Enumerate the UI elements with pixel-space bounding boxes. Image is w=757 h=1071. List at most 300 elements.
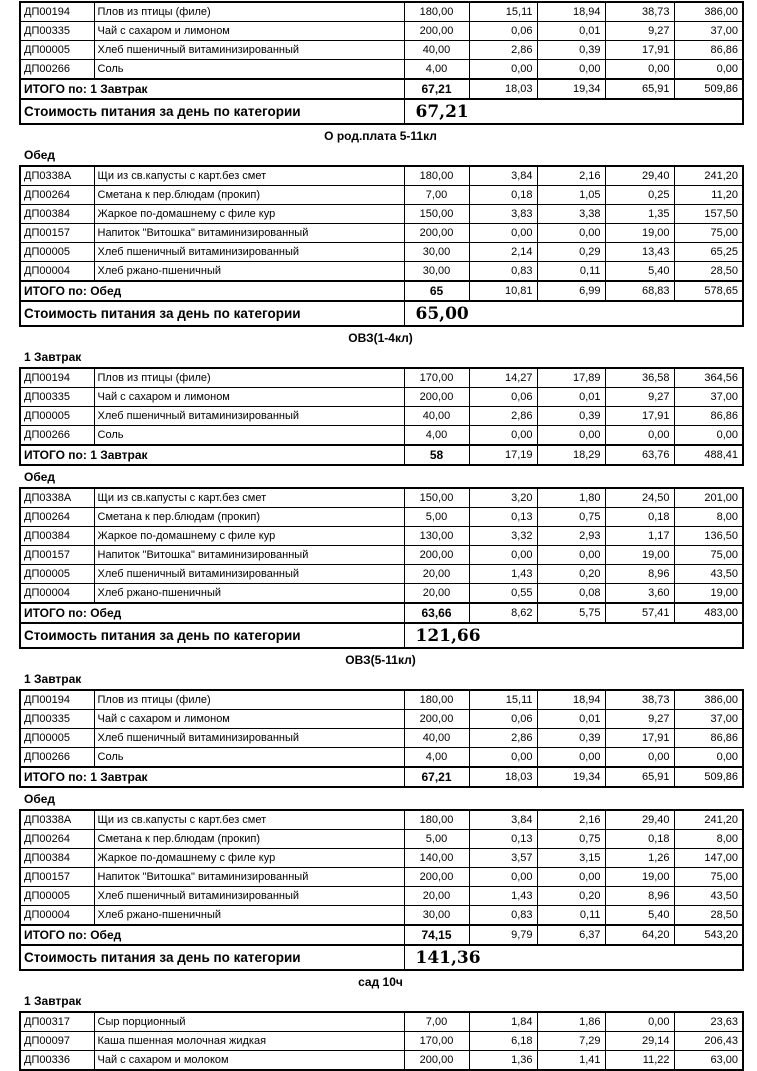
meal-total-value-cell: 63,76 xyxy=(605,445,674,465)
nutrition-value-cell: 0,20 xyxy=(537,565,605,584)
dish-row xyxy=(20,262,743,282)
dish-row xyxy=(20,887,743,906)
nutrition-value-cell: 206,43 xyxy=(674,1032,743,1051)
nutrition-value-cell: 1,43 xyxy=(469,565,537,584)
nutrition-value-cell: 18,94 xyxy=(537,2,605,22)
nutrition-value-cell: 241,20 xyxy=(674,166,743,186)
nutrition-value-cell: 14,27 xyxy=(469,368,537,388)
nutrition-value-cell: 0,00 xyxy=(605,748,674,768)
nutrition-value-cell: 2,16 xyxy=(537,166,605,186)
meal-total-row xyxy=(20,767,743,787)
nutrition-value-cell: 0,25 xyxy=(605,186,674,205)
meal-total-value-cell: 68,83 xyxy=(605,281,674,301)
dish-code-cell: ДП00335 xyxy=(20,388,94,407)
meal-total-row xyxy=(20,925,743,945)
dish-code-cell: ДП00194 xyxy=(20,368,94,388)
dish-name-cell: Плов из птицы (филе) xyxy=(94,690,404,710)
portion-value-cell: 7,00 xyxy=(404,186,469,205)
nutrition-value-cell: 19,00 xyxy=(605,868,674,887)
meal-total-value-cell: 5,75 xyxy=(537,603,605,623)
nutrition-value-cell: 75,00 xyxy=(674,224,743,243)
dish-name-cell: Напиток "Витошка" витаминизированный xyxy=(94,546,404,565)
dish-name-cell: Хлеб пшеничный витаминизированный xyxy=(94,729,404,748)
dish-row xyxy=(20,368,743,388)
dish-row xyxy=(20,729,743,748)
nutrition-value-cell: 0,00 xyxy=(674,748,743,768)
category-heading: О род.плата 5-11кл xyxy=(324,129,437,143)
nutrition-value-cell: 5,40 xyxy=(605,906,674,926)
dish-name-cell: Чай с сахаром и лимоном xyxy=(94,388,404,407)
daily-cost-label: Стоимость питания за день по категории xyxy=(20,945,404,970)
meal-total-value-cell: 19,34 xyxy=(537,79,605,99)
portion-value-cell: 170,00 xyxy=(404,368,469,388)
meal-total-row xyxy=(20,281,743,301)
portion-value-cell: 130,00 xyxy=(404,527,469,546)
portion-value-cell: 180,00 xyxy=(404,2,469,22)
dish-code-cell: ДП0338А xyxy=(20,810,94,830)
dish-row xyxy=(20,224,743,243)
portion-value-cell: 40,00 xyxy=(404,41,469,60)
portion-value-cell: 180,00 xyxy=(404,810,469,830)
portion-value-cell: 5,00 xyxy=(404,508,469,527)
menu-table xyxy=(19,1,744,125)
daily-cost-value: 65,00 xyxy=(404,301,743,326)
nutrition-value-cell: 0,39 xyxy=(537,41,605,60)
nutrition-value-cell: 0,06 xyxy=(469,22,537,41)
portion-value-cell: 30,00 xyxy=(404,906,469,926)
nutrition-value-cell: 0,00 xyxy=(674,426,743,446)
dish-row xyxy=(20,527,743,546)
portion-value-cell: 180,00 xyxy=(404,690,469,710)
nutrition-value-cell: 0,13 xyxy=(469,830,537,849)
nutrition-value-cell: 86,86 xyxy=(674,41,743,60)
dish-name-cell: Соль xyxy=(94,60,404,80)
portion-value-cell: 20,00 xyxy=(404,565,469,584)
nutrition-value-cell: 1,86 xyxy=(537,1012,605,1032)
nutrition-value-cell: 19,00 xyxy=(605,224,674,243)
nutrition-value-cell: 17,89 xyxy=(537,368,605,388)
meal-total-label: ИТОГО по: Обед xyxy=(20,925,404,945)
nutrition-value-cell: 2,86 xyxy=(469,729,537,748)
nutrition-value-cell: 0,18 xyxy=(605,508,674,527)
nutrition-value-cell: 37,00 xyxy=(674,388,743,407)
meal-total-value-cell: 65,91 xyxy=(605,79,674,99)
dish-code-cell: ДП0338А xyxy=(20,488,94,508)
nutrition-value-cell: 24,50 xyxy=(605,488,674,508)
nutrition-value-cell: 17,91 xyxy=(605,407,674,426)
nutrition-value-cell: 2,86 xyxy=(469,407,537,426)
nutrition-value-cell: 0,00 xyxy=(469,868,537,887)
dish-code-cell: ДП00384 xyxy=(20,849,94,868)
dish-name-cell: Напиток "Витошка" витаминизированный xyxy=(94,868,404,887)
daily-cost-label: Стоимость питания за день по категории xyxy=(20,301,404,326)
nutrition-value-cell: 1,05 xyxy=(537,186,605,205)
nutrition-value-cell: 29,40 xyxy=(605,810,674,830)
dish-row xyxy=(20,906,743,926)
nutrition-value-cell: 23,63 xyxy=(674,1012,743,1032)
daily-cost-value: 141,36 xyxy=(404,945,743,970)
portion-value-cell: 4,00 xyxy=(404,60,469,80)
dish-name-cell: Жаркое по-домашнему с филе кур xyxy=(94,849,404,868)
menu-table xyxy=(19,165,744,327)
dish-name-cell: Щи из св.капусты с карт.без смет xyxy=(94,166,404,186)
dish-name-cell: Сыр порционный xyxy=(94,1012,404,1032)
dish-name-cell: Хлеб ржано-пшеничный xyxy=(94,262,404,282)
dish-row xyxy=(20,243,743,262)
meal-total-value-cell: 64,20 xyxy=(605,925,674,945)
meal-total-label: ИТОГО по: 1 Завтрак xyxy=(20,445,404,465)
nutrition-value-cell: 0,18 xyxy=(605,830,674,849)
category-heading: ОВЗ(1-4кл) xyxy=(348,331,413,345)
portion-value-cell: 4,00 xyxy=(404,426,469,446)
nutrition-value-cell: 11,20 xyxy=(674,186,743,205)
nutrition-value-cell: 1,17 xyxy=(605,527,674,546)
nutrition-value-cell: 136,50 xyxy=(674,527,743,546)
dish-name-cell: Хлеб пшеничный витаминизированный xyxy=(94,243,404,262)
menu-table xyxy=(19,1011,744,1071)
nutrition-value-cell: 0,00 xyxy=(469,546,537,565)
portion-value-cell: 200,00 xyxy=(404,22,469,41)
dish-name-cell: Чай с сахаром и лимоном xyxy=(94,22,404,41)
nutrition-value-cell: 0,00 xyxy=(469,60,537,80)
dish-code-cell: ДП00266 xyxy=(20,748,94,768)
meal-total-value-cell: 57,41 xyxy=(605,603,674,623)
dish-row xyxy=(20,830,743,849)
nutrition-value-cell: 5,40 xyxy=(605,262,674,282)
nutrition-value-cell: 38,73 xyxy=(605,690,674,710)
nutrition-value-cell: 2,86 xyxy=(469,41,537,60)
dish-name-cell: Сметана к пер.блюдам (прокип) xyxy=(94,830,404,849)
portion-value-cell: 200,00 xyxy=(404,546,469,565)
menu-table xyxy=(19,809,744,971)
dish-code-cell: ДП00384 xyxy=(20,205,94,224)
nutrition-value-cell: 7,29 xyxy=(537,1032,605,1051)
meal-total-value-cell: 6,37 xyxy=(537,925,605,945)
nutrition-value-cell: 0,00 xyxy=(537,60,605,80)
daily-cost-row xyxy=(20,99,743,124)
dish-name-cell: Сметана к пер.блюдам (прокип) xyxy=(94,186,404,205)
nutrition-value-cell: 241,20 xyxy=(674,810,743,830)
nutrition-value-cell: 3,32 xyxy=(469,527,537,546)
nutrition-value-cell: 0,00 xyxy=(605,60,674,80)
daily-cost-row xyxy=(20,623,743,648)
meal-total-value-cell: 18,03 xyxy=(469,767,537,787)
meal-total-value-cell: 17,19 xyxy=(469,445,537,465)
dish-row xyxy=(20,1051,743,1071)
dish-code-cell: ДП00005 xyxy=(20,729,94,748)
dish-code-cell: ДП00157 xyxy=(20,868,94,887)
daily-cost-value: 121,66 xyxy=(404,623,743,648)
nutrition-value-cell: 0,75 xyxy=(537,830,605,849)
dish-row xyxy=(20,1032,743,1051)
nutrition-value-cell: 0,20 xyxy=(537,887,605,906)
dish-name-cell: Напиток "Витошка" витаминизированный xyxy=(94,224,404,243)
nutrition-value-cell: 0,00 xyxy=(537,426,605,446)
nutrition-value-cell: 0,75 xyxy=(537,508,605,527)
nutrition-value-cell: 1,26 xyxy=(605,849,674,868)
meal-total-cost-cell: 74,15 xyxy=(404,925,469,945)
nutrition-value-cell: 15,11 xyxy=(469,2,537,22)
dish-code-cell: ДП00005 xyxy=(20,41,94,60)
dish-row xyxy=(20,426,743,446)
meal-total-label: ИТОГО по: Обед xyxy=(20,603,404,623)
nutrition-value-cell: 38,73 xyxy=(605,2,674,22)
nutrition-value-cell: 8,96 xyxy=(605,565,674,584)
dish-code-cell: ДП00194 xyxy=(20,690,94,710)
portion-value-cell: 200,00 xyxy=(404,1051,469,1071)
dish-row xyxy=(20,690,743,710)
nutrition-value-cell: 3,15 xyxy=(537,849,605,868)
nutrition-value-cell: 19,00 xyxy=(674,584,743,604)
nutrition-value-cell: 3,57 xyxy=(469,849,537,868)
nutrition-value-cell: 3,83 xyxy=(469,205,537,224)
dish-name-cell: Соль xyxy=(94,748,404,768)
nutrition-value-cell: 0,39 xyxy=(537,407,605,426)
dish-name-cell: Жаркое по-домашнему с филе кур xyxy=(94,205,404,224)
dish-code-cell: ДП00266 xyxy=(20,60,94,80)
portion-value-cell: 40,00 xyxy=(404,729,469,748)
dish-name-cell: Хлеб пшеничный витаминизированный xyxy=(94,887,404,906)
meal-total-row xyxy=(20,79,743,99)
dish-code-cell: ДП00005 xyxy=(20,565,94,584)
nutrition-value-cell: 386,00 xyxy=(674,690,743,710)
dish-name-cell: Хлеб ржано-пшеничный xyxy=(94,906,404,926)
dish-code-cell: ДП00005 xyxy=(20,887,94,906)
portion-value-cell: 170,00 xyxy=(404,1032,469,1051)
nutrition-value-cell: 9,27 xyxy=(605,388,674,407)
meal-total-cost-cell: 67,21 xyxy=(404,767,469,787)
dish-code-cell: ДП00384 xyxy=(20,527,94,546)
nutrition-value-cell: 386,00 xyxy=(674,2,743,22)
meal-total-value-cell: 543,20 xyxy=(674,925,743,945)
nutrition-value-cell: 18,94 xyxy=(537,690,605,710)
nutrition-value-cell: 2,93 xyxy=(537,527,605,546)
portion-value-cell: 200,00 xyxy=(404,868,469,887)
nutrition-value-cell: 0,83 xyxy=(469,906,537,926)
meal-label: Обед xyxy=(24,470,56,484)
nutrition-value-cell: 3,60 xyxy=(605,584,674,604)
dish-code-cell: ДП00264 xyxy=(20,508,94,527)
dish-name-cell: Хлеб пшеничный витаминизированный xyxy=(94,565,404,584)
meal-total-value-cell: 9,79 xyxy=(469,925,537,945)
daily-cost-value: 67,21 xyxy=(404,99,743,124)
dish-row xyxy=(20,166,743,186)
nutrition-value-cell: 15,11 xyxy=(469,690,537,710)
nutrition-value-cell: 75,00 xyxy=(674,868,743,887)
dish-code-cell: ДП00157 xyxy=(20,546,94,565)
nutrition-value-cell: 0,00 xyxy=(537,224,605,243)
dish-name-cell: Соль xyxy=(94,426,404,446)
nutrition-value-cell: 3,38 xyxy=(537,205,605,224)
nutrition-value-cell: 0,00 xyxy=(537,546,605,565)
meal-total-value-cell: 65,91 xyxy=(605,767,674,787)
meal-total-value-cell: 488,41 xyxy=(674,445,743,465)
dish-row xyxy=(20,868,743,887)
dish-code-cell: ДП00264 xyxy=(20,186,94,205)
nutrition-value-cell: 0,11 xyxy=(537,906,605,926)
nutrition-value-cell: 3,20 xyxy=(469,488,537,508)
nutrition-value-cell: 2,16 xyxy=(537,810,605,830)
dish-row xyxy=(20,205,743,224)
dish-row xyxy=(20,710,743,729)
nutrition-value-cell: 0,11 xyxy=(537,262,605,282)
portion-value-cell: 7,00 xyxy=(404,1012,469,1032)
portion-value-cell: 20,00 xyxy=(404,887,469,906)
nutrition-value-cell: 9,27 xyxy=(605,710,674,729)
nutrition-value-cell: 86,86 xyxy=(674,407,743,426)
nutrition-value-cell: 364,56 xyxy=(674,368,743,388)
meal-total-label: ИТОГО по: 1 Завтрак xyxy=(20,79,404,99)
nutrition-value-cell: 37,00 xyxy=(674,710,743,729)
nutrition-value-cell: 0,00 xyxy=(537,868,605,887)
nutrition-value-cell: 8,00 xyxy=(674,508,743,527)
nutrition-value-cell: 0,83 xyxy=(469,262,537,282)
nutrition-value-cell: 0,29 xyxy=(537,243,605,262)
dish-row xyxy=(20,186,743,205)
nutrition-value-cell: 1,35 xyxy=(605,205,674,224)
portion-value-cell: 5,00 xyxy=(404,830,469,849)
nutrition-value-cell: 0,00 xyxy=(605,426,674,446)
dish-code-cell: ДП00335 xyxy=(20,710,94,729)
dish-name-cell: Хлеб пшеничный витаминизированный xyxy=(94,41,404,60)
nutrition-value-cell: 0,00 xyxy=(469,748,537,768)
menu-table xyxy=(19,487,744,649)
meal-label: 1 Завтрак xyxy=(24,994,82,1008)
nutrition-value-cell: 0,00 xyxy=(605,1012,674,1032)
nutrition-value-cell: 0,13 xyxy=(469,508,537,527)
nutrition-value-cell: 36,58 xyxy=(605,368,674,388)
nutrition-value-cell: 29,14 xyxy=(605,1032,674,1051)
dish-code-cell: ДП00157 xyxy=(20,224,94,243)
nutrition-value-cell: 9,27 xyxy=(605,22,674,41)
dish-code-cell: ДП0338А xyxy=(20,166,94,186)
nutrition-value-cell: 29,40 xyxy=(605,166,674,186)
menu-table xyxy=(19,367,744,466)
nutrition-value-cell: 19,00 xyxy=(605,546,674,565)
meal-total-value-cell: 509,86 xyxy=(674,79,743,99)
daily-cost-row xyxy=(20,301,743,326)
meal-total-value-cell: 483,00 xyxy=(674,603,743,623)
nutrition-value-cell: 43,50 xyxy=(674,565,743,584)
nutrition-value-cell: 0,55 xyxy=(469,584,537,604)
nutrition-value-cell: 8,96 xyxy=(605,887,674,906)
dish-name-cell: Чай с сахаром и лимоном xyxy=(94,710,404,729)
meal-total-cost-cell: 65 xyxy=(404,281,469,301)
meal-total-value-cell: 19,34 xyxy=(537,767,605,787)
nutrition-value-cell: 28,50 xyxy=(674,906,743,926)
category-heading: сад 10ч xyxy=(358,975,403,989)
dish-row xyxy=(20,565,743,584)
dish-code-cell: ДП00266 xyxy=(20,426,94,446)
nutrition-value-cell: 13,43 xyxy=(605,243,674,262)
meal-total-row xyxy=(20,445,743,465)
nutrition-value-cell: 0,01 xyxy=(537,22,605,41)
meal-total-value-cell: 18,03 xyxy=(469,79,537,99)
nutrition-value-cell: 0,00 xyxy=(469,426,537,446)
daily-cost-label: Стоимость питания за день по категории xyxy=(20,99,404,124)
nutrition-value-cell: 0,01 xyxy=(537,710,605,729)
portion-value-cell: 20,00 xyxy=(404,584,469,604)
dish-code-cell: ДП00005 xyxy=(20,243,94,262)
nutrition-value-cell: 0,00 xyxy=(537,748,605,768)
dish-row xyxy=(20,388,743,407)
dish-name-cell: Хлеб ржано-пшеничный xyxy=(94,584,404,604)
meal-total-value-cell: 509,86 xyxy=(674,767,743,787)
meal-total-cost-cell: 63,66 xyxy=(404,603,469,623)
nutrition-value-cell: 3,84 xyxy=(469,810,537,830)
dish-code-cell: ДП00004 xyxy=(20,906,94,926)
dish-name-cell: Плов из птицы (филе) xyxy=(94,2,404,22)
dish-row xyxy=(20,1012,743,1032)
dish-name-cell: Щи из св.капусты с карт.без смет xyxy=(94,810,404,830)
dish-name-cell: Жаркое по-домашнему с филе кур xyxy=(94,527,404,546)
menu-table xyxy=(19,689,744,788)
dish-row xyxy=(20,849,743,868)
dish-name-cell: Сметана к пер.блюдам (прокип) xyxy=(94,508,404,527)
portion-value-cell: 4,00 xyxy=(404,748,469,768)
nutrition-value-cell: 0,06 xyxy=(469,710,537,729)
dish-name-cell: Каша пшенная молочная жидкая xyxy=(94,1032,404,1051)
dish-row xyxy=(20,546,743,565)
nutrition-value-cell: 147,00 xyxy=(674,849,743,868)
dish-name-cell: Хлеб пшеничный витаминизированный xyxy=(94,407,404,426)
meal-total-value-cell: 8,62 xyxy=(469,603,537,623)
dish-name-cell: Плов из птицы (филе) xyxy=(94,368,404,388)
nutrition-value-cell: 1,41 xyxy=(537,1051,605,1071)
dish-row xyxy=(20,407,743,426)
dish-code-cell: ДП00005 xyxy=(20,407,94,426)
meal-label: Обед xyxy=(24,792,56,806)
meal-total-cost-cell: 67,21 xyxy=(404,79,469,99)
nutrition-value-cell: 2,14 xyxy=(469,243,537,262)
nutrition-value-cell: 63,00 xyxy=(674,1051,743,1071)
portion-value-cell: 200,00 xyxy=(404,710,469,729)
dish-code-cell: ДП00194 xyxy=(20,2,94,22)
meal-label: 1 Завтрак xyxy=(24,672,82,686)
nutrition-value-cell: 3,84 xyxy=(469,166,537,186)
meal-total-value-cell: 10,81 xyxy=(469,281,537,301)
nutrition-value-cell: 43,50 xyxy=(674,887,743,906)
dish-row xyxy=(20,41,743,60)
nutrition-value-cell: 0,18 xyxy=(469,186,537,205)
nutrition-value-cell: 0,00 xyxy=(674,60,743,80)
dish-row xyxy=(20,584,743,604)
nutrition-value-cell: 17,91 xyxy=(605,729,674,748)
dish-code-cell: ДП00004 xyxy=(20,262,94,282)
nutrition-value-cell: 0,39 xyxy=(537,729,605,748)
nutrition-value-cell: 0,00 xyxy=(469,224,537,243)
daily-cost-row xyxy=(20,945,743,970)
dish-row xyxy=(20,488,743,508)
daily-cost-label: Стоимость питания за день по категории xyxy=(20,623,404,648)
nutrition-value-cell: 75,00 xyxy=(674,546,743,565)
meal-total-label: ИТОГО по: 1 Завтрак xyxy=(20,767,404,787)
portion-value-cell: 40,00 xyxy=(404,407,469,426)
category-heading: ОВЗ(5-11кл) xyxy=(345,653,416,667)
portion-value-cell: 200,00 xyxy=(404,224,469,243)
portion-value-cell: 140,00 xyxy=(404,849,469,868)
dish-row xyxy=(20,810,743,830)
portion-value-cell: 30,00 xyxy=(404,243,469,262)
dish-code-cell: ДП00335 xyxy=(20,22,94,41)
meal-label: 1 Завтрак xyxy=(24,350,82,364)
nutrition-value-cell: 17,91 xyxy=(605,41,674,60)
dish-row xyxy=(20,508,743,527)
nutrition-value-cell: 157,50 xyxy=(674,205,743,224)
portion-value-cell: 150,00 xyxy=(404,205,469,224)
nutrition-value-cell: 0,06 xyxy=(469,388,537,407)
dish-code-cell: ДП00317 xyxy=(20,1012,94,1032)
